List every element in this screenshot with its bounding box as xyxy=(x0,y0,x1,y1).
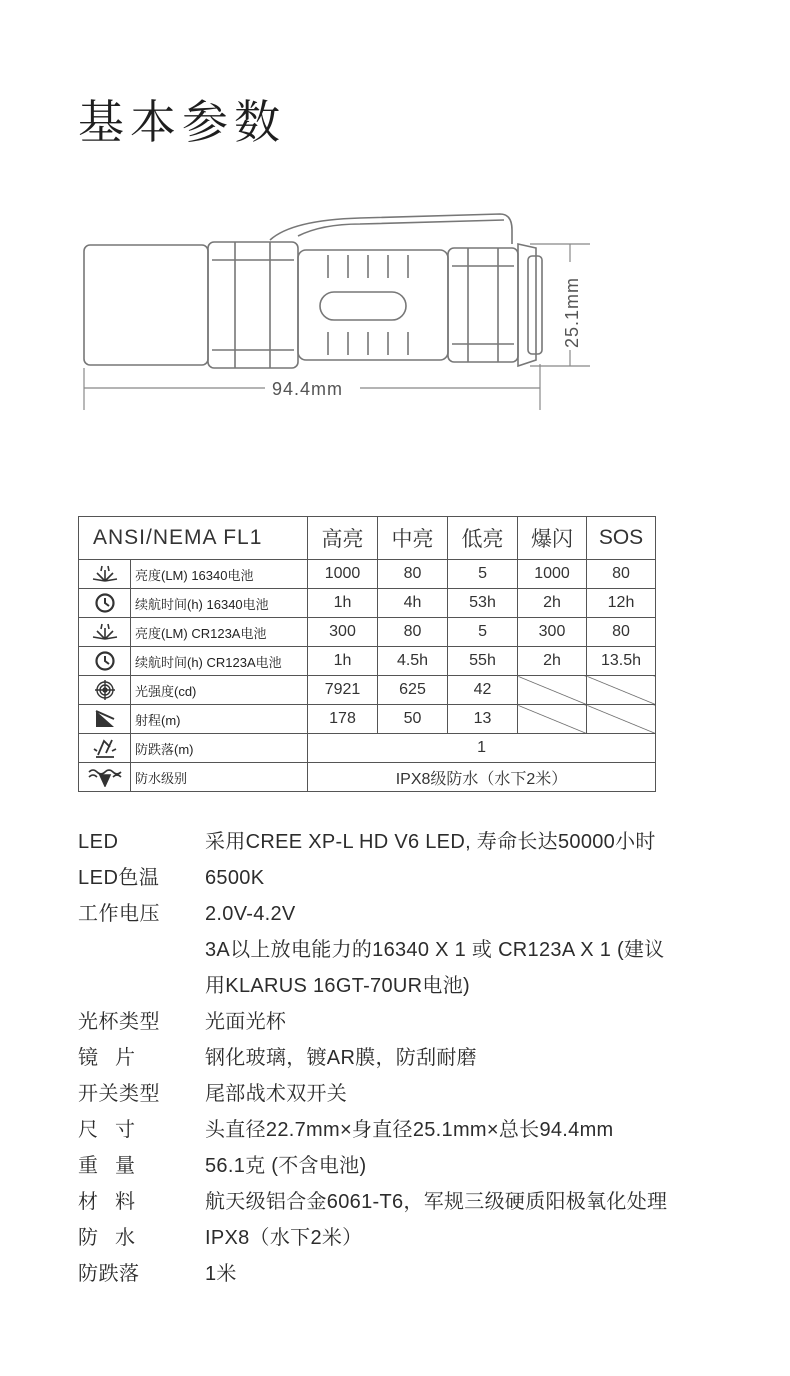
table-row xyxy=(79,763,656,792)
spec-row-size xyxy=(78,1112,768,1148)
spec-key: 重量 xyxy=(78,1155,152,1177)
cell-low: 13 xyxy=(448,705,518,734)
spec-value: 尾部战术双开关 xyxy=(205,1083,348,1105)
cell-medium: 80 xyxy=(378,618,448,647)
cell-high: 300 xyxy=(308,618,378,647)
cell-medium: 4.5h xyxy=(378,647,448,676)
cell-high: 1000 xyxy=(308,560,378,589)
spec-value: 光面光杯 xyxy=(205,1011,287,1033)
cell-high: 178 xyxy=(308,705,378,734)
length-label: 94.4mm xyxy=(272,379,344,399)
cell-medium: 625 xyxy=(378,676,448,705)
spec-row-color-temp xyxy=(78,860,768,896)
table-row xyxy=(79,647,656,676)
cell-medium: 50 xyxy=(378,705,448,734)
spec-key: 镜片 xyxy=(78,1047,152,1069)
beam-distance-icon xyxy=(79,705,131,734)
spec-value: 钢化玻璃，镀AR膜，防刮耐磨 xyxy=(205,1047,477,1069)
cell-low: 55h xyxy=(448,647,518,676)
spec-row-battery xyxy=(78,932,768,968)
spec-key: 防跌落 xyxy=(78,1263,140,1285)
spec-key: LED色温 xyxy=(78,867,160,889)
waterproof-icon xyxy=(79,763,131,792)
spec-row-material xyxy=(78,1184,768,1220)
header-high: 高亮 xyxy=(308,517,378,560)
cell-medium: 80 xyxy=(378,560,448,589)
spec-row-lens xyxy=(78,1040,768,1076)
cell-low: 5 xyxy=(448,618,518,647)
cell-merged: IPX8级防水（水下2米） xyxy=(308,763,656,792)
cell-medium: 4h xyxy=(378,589,448,618)
row-label: 续航时间(h) 16340电池 xyxy=(131,589,308,618)
row-label: 光强度(cd) xyxy=(131,676,308,705)
spec-row-weight xyxy=(78,1148,768,1184)
spec-key: 防水 xyxy=(78,1227,152,1249)
header-medium: 中亮 xyxy=(378,517,448,560)
cell-high: 7921 xyxy=(308,676,378,705)
table-row xyxy=(79,589,656,618)
header-ansi: ANSI/NEMA FL1 xyxy=(79,517,308,560)
spec-row-waterproof xyxy=(78,1220,768,1256)
cell-high: 1h xyxy=(308,589,378,618)
table-row xyxy=(79,560,656,589)
flashlight-outline-icon xyxy=(60,200,700,430)
table-row xyxy=(79,618,656,647)
spec-value: 3A以上放电能力的16340 X 1 或 CR123A X 1 (建议 xyxy=(205,939,665,961)
header-sos: SOS xyxy=(587,517,656,560)
spec-list xyxy=(78,824,768,1292)
clock-icon xyxy=(79,589,131,618)
spec-row-battery-cont xyxy=(78,968,768,1004)
spec-value: 航天级铝合金6061-T6，军规三级硬质阳极氧化处理 xyxy=(205,1191,668,1213)
cell-strobe-empty xyxy=(518,676,587,705)
row-label: 亮度(LM) CR123A电池 xyxy=(131,618,308,647)
row-label: 续航时间(h) CR123A电池 xyxy=(131,647,308,676)
spec-key xyxy=(78,932,205,968)
header-strobe: 爆闪 xyxy=(518,517,587,560)
row-label: 防水级别 xyxy=(131,763,308,792)
spec-value: 56.1克 (不含电池) xyxy=(205,1155,367,1177)
spec-key xyxy=(78,968,205,1004)
spec-row-led xyxy=(78,824,768,860)
spec-key: 尺寸 xyxy=(78,1119,152,1141)
spec-row-switch xyxy=(78,1076,768,1112)
spec-table xyxy=(78,516,656,792)
brightness-icon xyxy=(79,560,131,589)
spec-value: 用KLARUS 16GT-70UR电池) xyxy=(205,975,470,997)
flashlight-drawing xyxy=(60,200,700,430)
target-icon xyxy=(79,676,131,705)
cell-strobe: 1000 xyxy=(518,560,587,589)
cell-sos: 12h xyxy=(587,589,656,618)
drop-icon xyxy=(79,734,131,763)
table-header-row xyxy=(79,517,656,560)
cell-strobe-empty xyxy=(518,705,587,734)
cell-sos: 80 xyxy=(587,618,656,647)
cell-strobe: 2h xyxy=(518,589,587,618)
row-label: 亮度(LM) 16340电池 xyxy=(131,560,308,589)
spec-row-reflector xyxy=(78,1004,768,1040)
spec-key: LED xyxy=(78,831,119,853)
row-label: 防跌落(m) xyxy=(131,734,308,763)
spec-row-voltage xyxy=(78,896,768,932)
cell-sos-empty xyxy=(587,705,656,734)
cell-strobe: 2h xyxy=(518,647,587,676)
table-row xyxy=(79,734,656,763)
spec-value: 采用CREE XP-L HD V6 LED, 寿命长达50000小时 xyxy=(205,831,656,853)
cell-sos: 13.5h xyxy=(587,647,656,676)
cell-low: 42 xyxy=(448,676,518,705)
spec-value: 1米 xyxy=(205,1263,237,1285)
page-title: 基本参数 xyxy=(78,96,286,148)
spec-key: 光杯类型 xyxy=(78,1011,160,1033)
row-label: 射程(m) xyxy=(131,705,308,734)
clock-icon xyxy=(79,647,131,676)
spec-value: 2.0V-4.2V xyxy=(205,903,296,925)
spec-value: 6500K xyxy=(205,867,265,889)
cell-merged: 1 xyxy=(308,734,656,763)
cell-low: 5 xyxy=(448,560,518,589)
spec-key: 工作电压 xyxy=(78,903,160,925)
cell-sos-empty xyxy=(587,676,656,705)
brightness-icon xyxy=(79,618,131,647)
table-row xyxy=(79,705,656,734)
spec-value: IPX8（水下2米） xyxy=(205,1227,363,1249)
header-low: 低亮 xyxy=(448,517,518,560)
spec-value: 头直径22.7mm×身直径25.1mm×总长94.4mm xyxy=(205,1119,614,1141)
spec-key: 开关类型 xyxy=(78,1083,160,1105)
cell-high: 1h xyxy=(308,647,378,676)
cell-strobe: 300 xyxy=(518,618,587,647)
spec-row-impact xyxy=(78,1256,768,1292)
diameter-label: 25.1mm xyxy=(562,276,582,348)
cell-sos: 80 xyxy=(587,560,656,589)
table-row xyxy=(79,676,656,705)
cell-low: 53h xyxy=(448,589,518,618)
spec-key: 材料 xyxy=(78,1191,152,1213)
